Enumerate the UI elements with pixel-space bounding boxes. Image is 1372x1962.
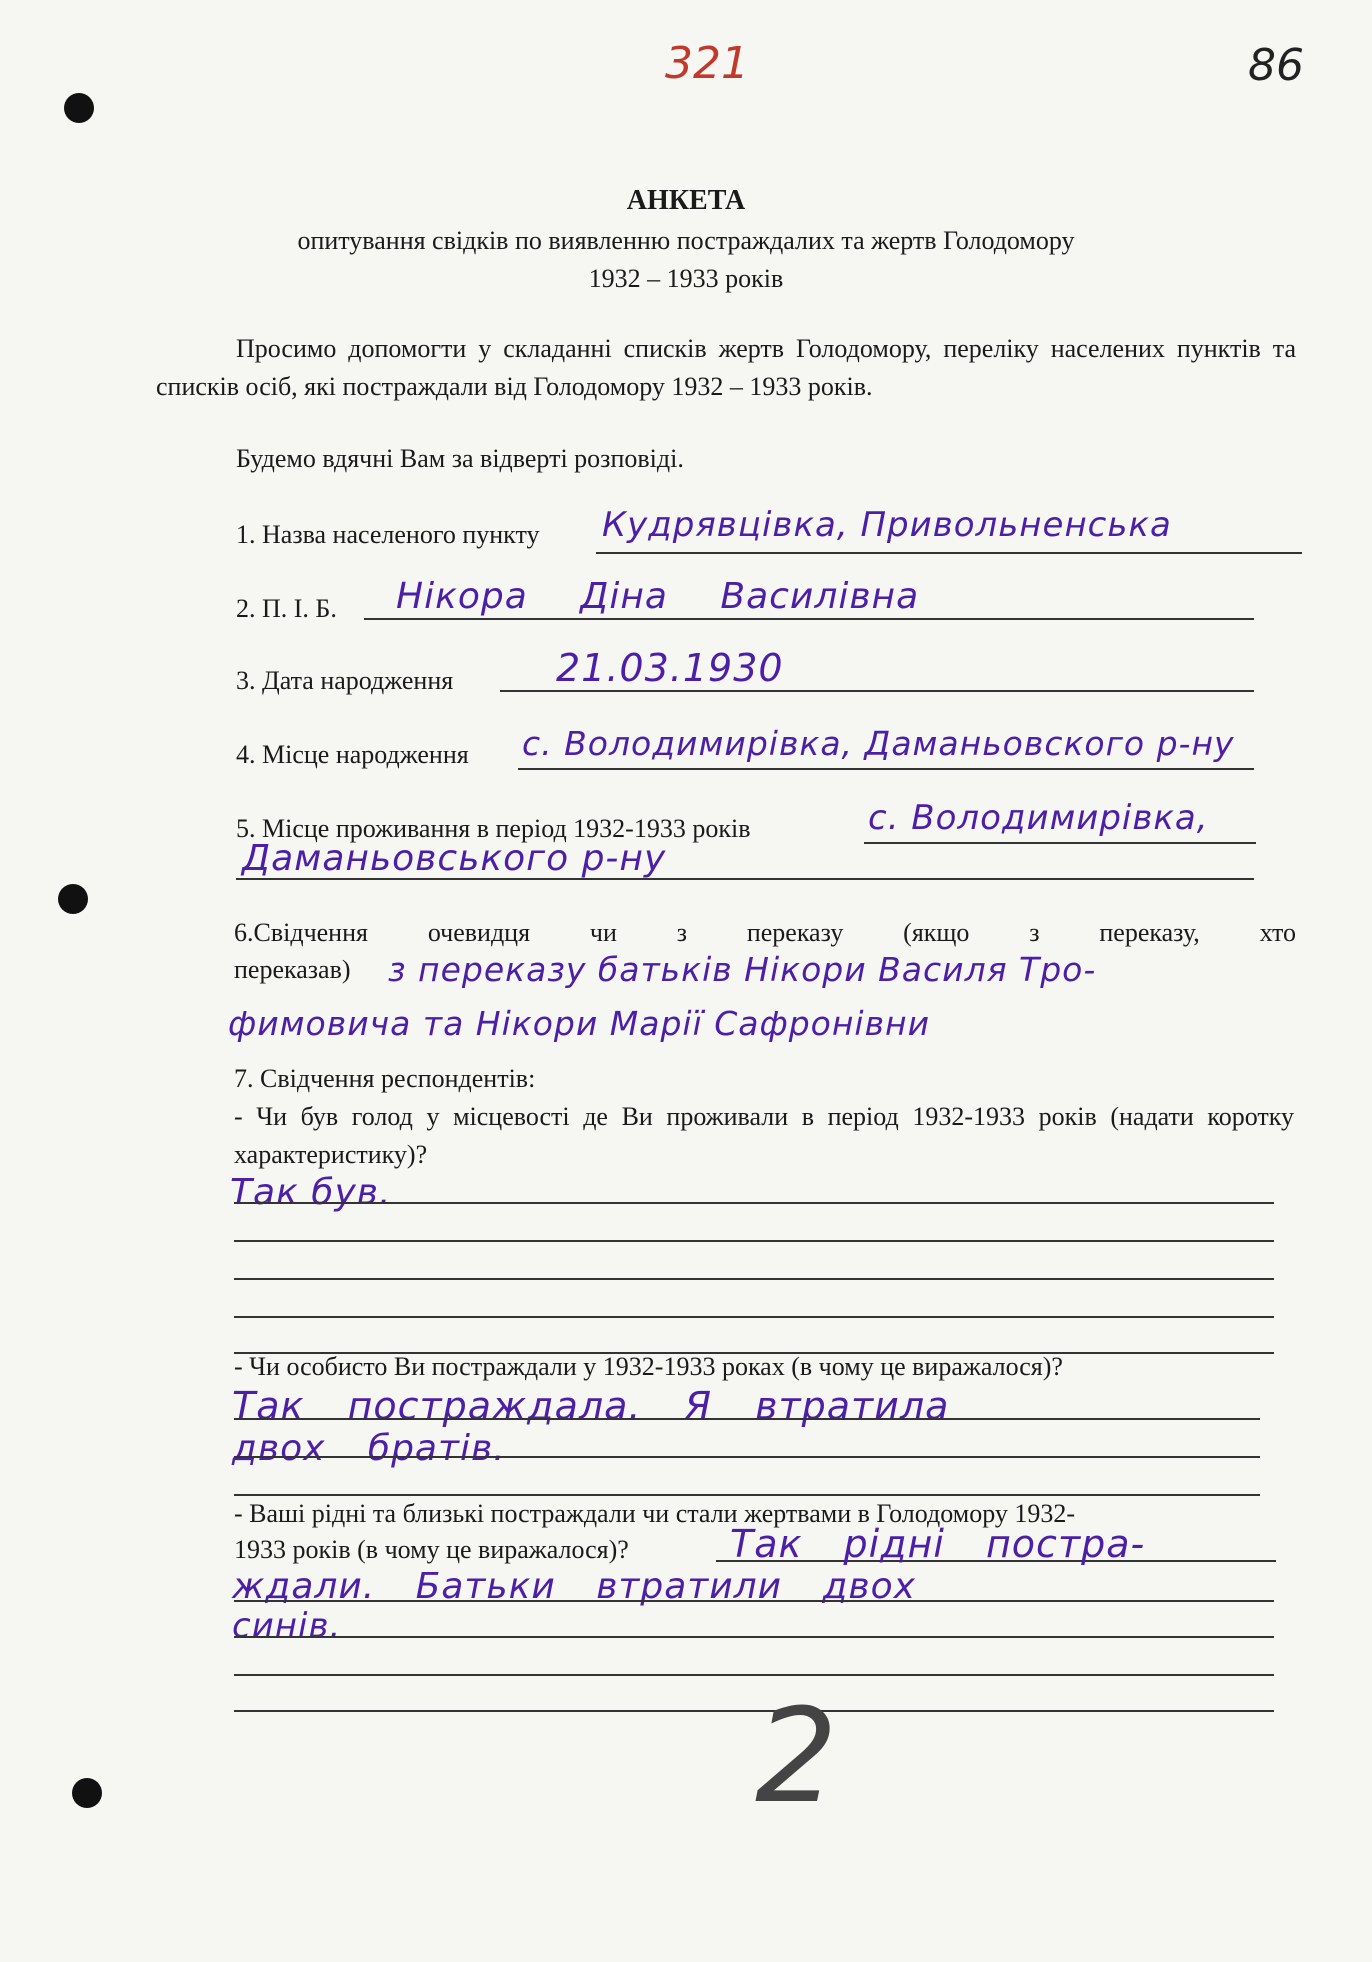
q7-question: - Чи був голод у місцевості де Ви проживали в період 1932-1933 років (надати коротку характеристику)?	[234, 1102, 1294, 1169]
answer-line	[234, 1674, 1274, 1676]
q9-answer-line2: ждали. Батьки втратили двох	[232, 1566, 916, 1607]
q7-heading: 7. Свідчення респондентів:	[234, 1064, 536, 1093]
document-title: АНКЕТА	[626, 185, 746, 216]
q5-answer-line2: Даманьовського р-ну	[242, 838, 667, 879]
subtitle-line: опитування свідків по виявленню постраждалих та жертв Голодомору	[297, 226, 1075, 255]
punch-hole	[58, 884, 88, 914]
q2-answer: Нікора Діна Василівна	[396, 576, 920, 617]
sheet-number: 2	[755, 1680, 838, 1832]
answer-line	[234, 1636, 1274, 1638]
punch-hole	[64, 93, 94, 123]
answer-line	[234, 1316, 1274, 1318]
q9-answer-line1: Так рідні постра-	[730, 1522, 1146, 1566]
q4-label: 4. Місце народження	[236, 740, 469, 769]
q9-answer-line3: синів.	[232, 1606, 342, 1646]
q2-label: 2. П. І. Б.	[236, 594, 337, 623]
q9-question-line2: 1933 років (в чому це виражалося)?	[234, 1535, 629, 1564]
answer-line	[596, 552, 1302, 554]
document-subtitle	[0, 222, 1372, 298]
answer-line	[518, 768, 1254, 770]
q8-answer-line2: двох братів.	[232, 1428, 506, 1469]
q1-label: 1. Назва населеного пункту	[236, 520, 540, 549]
answer-line	[234, 1418, 1260, 1420]
q6-label-line1: 6.Свідчення очевидця чи з переказу (якщо з переказу, хто	[234, 918, 1296, 947]
q6-label-line2: переказав)	[234, 955, 351, 984]
q4-answer: с. Володимирівка, Даманьовского р-ну	[522, 724, 1235, 763]
q6-answer-line1: з переказу батьків Нікори Василя Тро-	[388, 950, 1097, 989]
q8-answer-line1: Так постраждала. Я втратила	[232, 1384, 950, 1428]
answer-line	[234, 1600, 1274, 1602]
q9-question-line1: - Ваші рідні та близькі постраждали чи стали жертвами в Голодомору 1932-	[234, 1499, 1076, 1528]
subtitle-years: 1932 – 1933 років	[588, 264, 784, 293]
punch-hole	[72, 1778, 102, 1808]
answer-line	[234, 1202, 1274, 1204]
answer-line	[234, 1278, 1274, 1280]
intro-thanks: Будемо вдячні Вам за відверті розповіді.	[236, 444, 684, 473]
page-number: 86	[1248, 40, 1304, 91]
intro-paragraph: Просимо допомогти у складанні списків жертв Голодомору, переліку населених пунктів та списків осіб, які постраждали від Голодомору 1932 – 1933 років.	[156, 334, 1296, 401]
answer-line	[364, 618, 1254, 620]
q1-answer: Кудрявцівка, Привольненська	[602, 505, 1172, 545]
answer-line	[234, 1710, 1274, 1712]
q7-answer: Так був.	[230, 1172, 392, 1213]
answer-line	[500, 690, 1254, 692]
q3-label: 3. Дата народження	[236, 666, 454, 695]
q5-answer-line1: с. Володимирівка,	[868, 798, 1209, 838]
answer-line	[234, 1456, 1260, 1458]
q6-answer-line2: фимовича та Нікори Марії Сафронівни	[228, 1004, 931, 1043]
answer-line	[234, 1240, 1274, 1242]
archive-number: 321	[665, 38, 749, 89]
q5-label: 5. Місце проживання в період 1932-1933 років	[236, 814, 751, 843]
answer-line	[864, 842, 1256, 844]
q3-answer: 21.03.1930	[556, 646, 784, 690]
q8-question: - Чи особисто Ви постраждали у 1932-1933 роках (в чому це виражалося)?	[234, 1352, 1063, 1381]
